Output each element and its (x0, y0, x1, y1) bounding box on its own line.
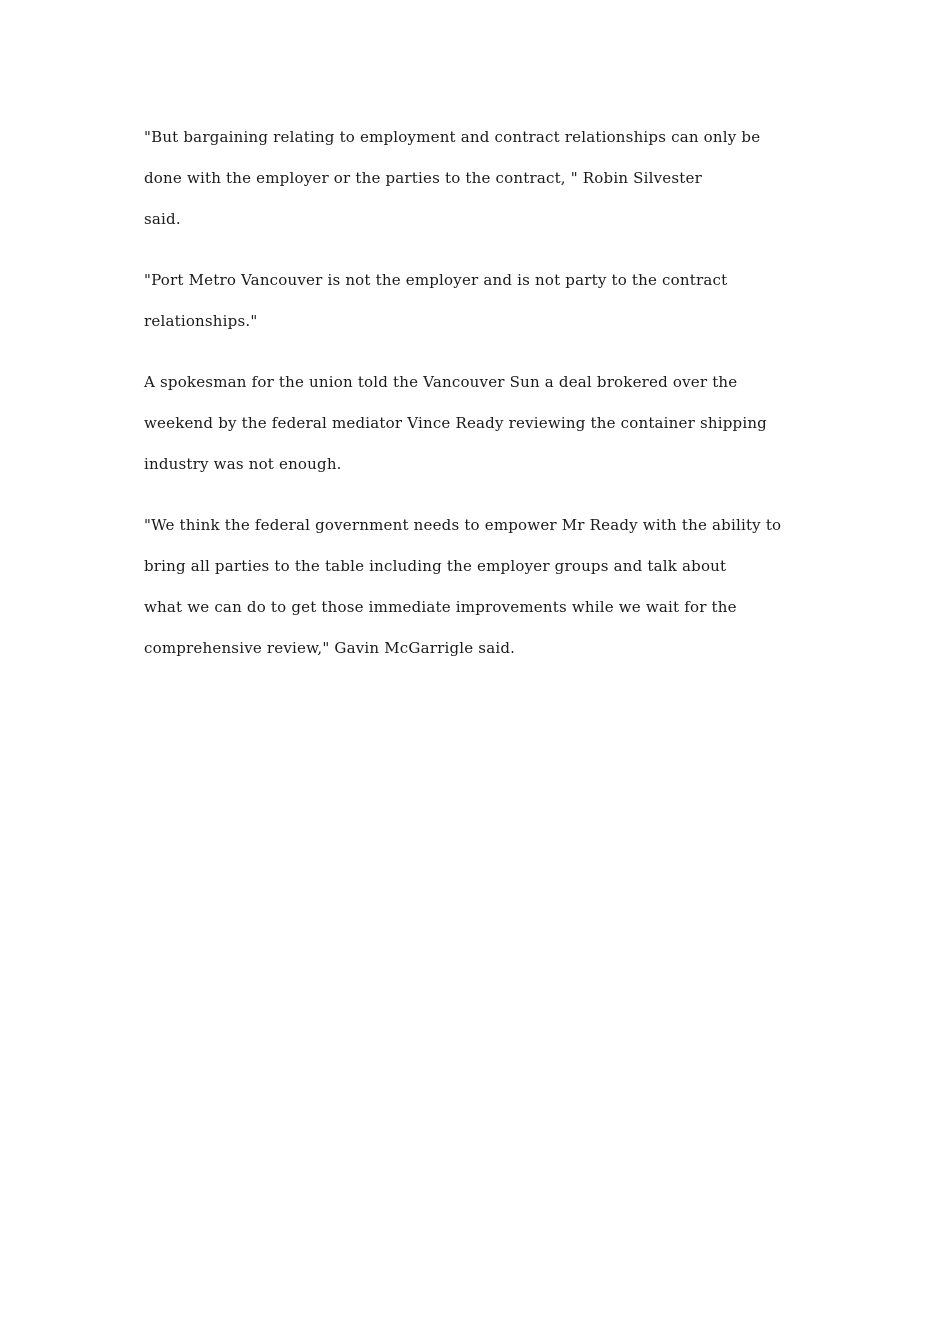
paragraph-union-spokesman (144, 365, 844, 488)
text-line: industry was not enough. (144, 455, 342, 473)
text-line: "But bargaining relating to employment and contract relationships can only be (144, 128, 761, 146)
paragraph-silvester-quote (144, 120, 844, 243)
text-line: relationships." (144, 312, 258, 330)
paragraph-mcgarrigle-quote (144, 508, 844, 672)
text-line: said. (144, 210, 181, 228)
text-line: what we can do to get those immediate improvements while we wait for the (144, 598, 737, 616)
text-line: done with the employer or the parties to the contract, " Robin Silvester (144, 169, 702, 187)
text-line: bring all parties to the table including the employer groups and talk about (144, 557, 727, 575)
text-line: "Port Metro Vancouver is not the employer and is not party to the contract (144, 271, 728, 289)
article-body (144, 120, 844, 692)
text-line: weekend by the federal mediator Vince Ready reviewing the container shipping (144, 414, 767, 432)
text-line: comprehensive review," Gavin McGarrigle said. (144, 639, 516, 657)
text-line: A spokesman for the union told the Vancouver Sun a deal brokered over the (144, 373, 738, 391)
paragraph-port-metro (144, 263, 844, 345)
text-line: "We think the federal government needs to empower Mr Ready with the ability to (144, 516, 782, 534)
